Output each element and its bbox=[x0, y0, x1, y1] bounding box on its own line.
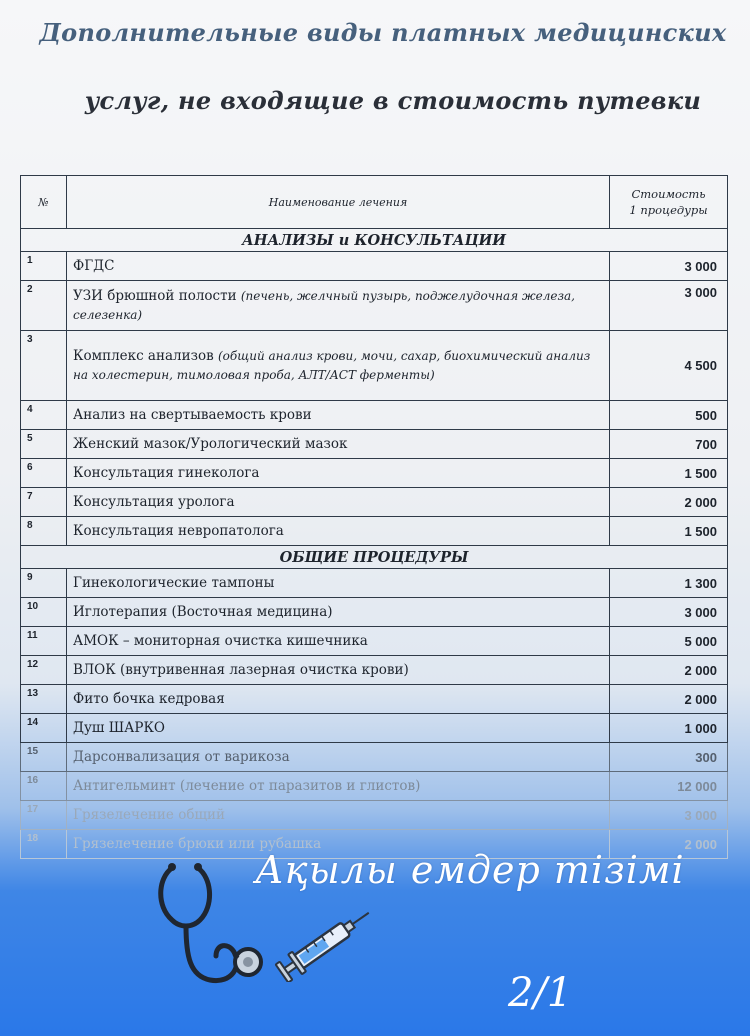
row-number: 15 bbox=[21, 743, 67, 772]
row-price: 4 500 bbox=[610, 331, 728, 401]
row-number: 11 bbox=[21, 627, 67, 656]
title-line-1: Дополнительные виды платных медицинских bbox=[39, 18, 727, 47]
table-row bbox=[21, 685, 728, 714]
title-line-2: услуг, не входящие в стоимость путевки bbox=[84, 86, 702, 115]
table-row bbox=[21, 281, 728, 331]
row-name: ФГДС bbox=[67, 252, 610, 281]
section-title: АНАЛИЗЫ и КОНСУЛЬТАЦИИ bbox=[21, 229, 728, 252]
row-number: 9 bbox=[21, 569, 67, 598]
row-price: 2 000 bbox=[610, 830, 728, 859]
col-price-header-line1: Стоимость bbox=[631, 187, 706, 201]
table-row bbox=[21, 488, 728, 517]
row-name: Душ ШАРКО bbox=[67, 714, 610, 743]
price-table bbox=[20, 175, 728, 859]
row-name: Антигельминт (лечение от паразитов и глистов) bbox=[67, 772, 610, 801]
table-row bbox=[21, 772, 728, 801]
row-number: 4 bbox=[21, 401, 67, 430]
row-price: 700 bbox=[610, 430, 728, 459]
section-title: ОБЩИЕ ПРОЦЕДУРЫ bbox=[21, 546, 728, 569]
row-name: Консультация невропатолога bbox=[67, 517, 610, 546]
row-name: Иглотерапия (Восточная медицина) bbox=[67, 598, 610, 627]
table-row bbox=[21, 656, 728, 685]
table-row bbox=[21, 401, 728, 430]
row-name: Женский мазок/Урологический мазок bbox=[67, 430, 610, 459]
col-num-header: № bbox=[21, 176, 67, 229]
table-row bbox=[21, 430, 728, 459]
row-name: Консультация уролога bbox=[67, 488, 610, 517]
table-row bbox=[21, 517, 728, 546]
table-row bbox=[21, 331, 728, 401]
table-row bbox=[21, 569, 728, 598]
section-row bbox=[21, 546, 728, 569]
row-price: 2 000 bbox=[610, 685, 728, 714]
row-number: 2 bbox=[21, 281, 67, 331]
row-number: 12 bbox=[21, 656, 67, 685]
row-number: 14 bbox=[21, 714, 67, 743]
table-row bbox=[21, 627, 728, 656]
row-price: 3 000 bbox=[610, 252, 728, 281]
row-name: Грязелечение брюки или рубашка bbox=[67, 830, 610, 859]
row-name: Гинекологические тампоны bbox=[67, 569, 610, 598]
row-number: 16 bbox=[21, 772, 67, 801]
row-price: 1 300 bbox=[610, 569, 728, 598]
row-number: 17 bbox=[21, 801, 67, 830]
row-price: 1 500 bbox=[610, 517, 728, 546]
row-price: 3 000 bbox=[610, 801, 728, 830]
row-number: 6 bbox=[21, 459, 67, 488]
row-price: 1 500 bbox=[610, 459, 728, 488]
table-row bbox=[21, 459, 728, 488]
row-price: 500 bbox=[610, 401, 728, 430]
table-row bbox=[21, 714, 728, 743]
table-row bbox=[21, 598, 728, 627]
row-note: (общий анализ крови, мочи, сахар, биохимический анализ на холестерин, тимоловая проба, АЛТ/АСТ ферменты) bbox=[73, 348, 591, 382]
col-name-header: Наименование лечения bbox=[67, 176, 610, 229]
col-price-header-line2: 1 процедуры bbox=[629, 203, 708, 217]
table-row bbox=[21, 252, 728, 281]
row-name: Консультация гинеколога bbox=[67, 459, 610, 488]
row-number: 10 bbox=[21, 598, 67, 627]
row-price: 3 000 bbox=[610, 281, 728, 331]
syringe-icon bbox=[272, 902, 382, 982]
row-name-cell bbox=[67, 331, 610, 401]
row-name: АМОК – мониторная очистка кишечника bbox=[67, 627, 610, 656]
table-header-row bbox=[21, 176, 728, 229]
row-name: Грязелечение общий bbox=[67, 801, 610, 830]
row-name: ВЛОК (внутривенная лазерная очистка крови) bbox=[67, 656, 610, 685]
col-price-header bbox=[610, 176, 728, 229]
row-number: 1 bbox=[21, 252, 67, 281]
row-number: 8 bbox=[21, 517, 67, 546]
row-number: 13 bbox=[21, 685, 67, 714]
row-price: 2 000 bbox=[610, 656, 728, 685]
table-row bbox=[21, 801, 728, 830]
row-number: 18 bbox=[21, 830, 67, 859]
page-number: 2/1 bbox=[508, 970, 573, 1016]
row-number: 3 bbox=[21, 331, 67, 401]
row-price: 300 bbox=[610, 743, 728, 772]
row-number: 7 bbox=[21, 488, 67, 517]
row-price: 12 000 bbox=[610, 772, 728, 801]
row-name: Дарсонвализация от варикоза bbox=[67, 743, 610, 772]
row-name: Комплекс анализов bbox=[73, 347, 218, 364]
script-title: Ақылы емдер тізімі bbox=[255, 848, 685, 892]
row-price: 5 000 bbox=[610, 627, 728, 656]
row-number: 5 bbox=[21, 430, 67, 459]
row-price: 1 000 bbox=[610, 714, 728, 743]
row-price: 3 000 bbox=[610, 598, 728, 627]
row-name: УЗИ брюшной полости bbox=[73, 287, 241, 304]
row-name: Фито бочка кедровая bbox=[67, 685, 610, 714]
row-price: 2 000 bbox=[610, 488, 728, 517]
row-name: Анализ на свертываемость крови bbox=[67, 401, 610, 430]
row-name-cell bbox=[67, 281, 610, 331]
table-row bbox=[21, 743, 728, 772]
section-row bbox=[21, 229, 728, 252]
row-note: (печень, желчный пузырь, поджелудочная железа, селезенка) bbox=[73, 288, 575, 322]
